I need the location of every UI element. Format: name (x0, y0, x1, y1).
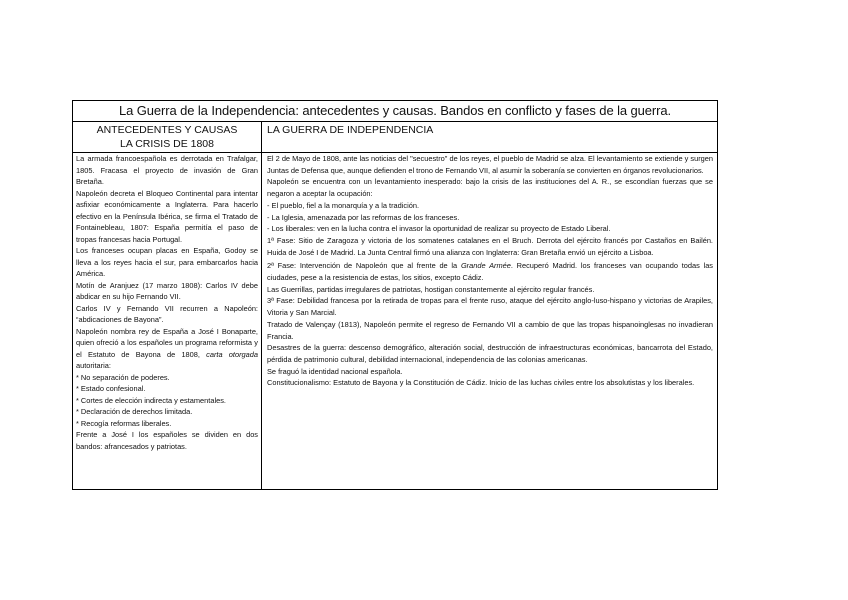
paragraph-jose-bonaparte (76, 326, 258, 372)
paragraph-levantamiento: Napoleón se encuentra con un levantamiento inesperado: bajo la crisis de las instituciones del A. R., se escondían fuerzas que se negaron a aceptar la ocupación: (267, 177, 713, 199)
header-row (73, 122, 717, 153)
header-left-line2: LA CRISIS DE 1808 (120, 138, 214, 150)
bullet-confesional: * Estado confesional. (76, 384, 146, 393)
text-grande-armee: Grande Armée (460, 261, 511, 271)
header-guerra: LA GUERRA DE INDEPENDENCIA (267, 124, 434, 136)
content-row (73, 152, 717, 489)
paragraph-bandos: Frente a José I los españoles se dividen en dos bandos: afrancesados y patriotas. (76, 430, 258, 451)
bullet-cortes: * Cortes de elección indirecta y estamentales. (76, 395, 226, 405)
paragraph-trafalgar: La armada francoespañola es derrotada en Trafalgar, 1805. Fracasa el proyecto de invasión de Gran Bretaña. (76, 154, 258, 186)
paragraph-fase-1: 1ª Fase: Sitio de Zaragoza y victoria de los somatenes catalanes en el Bruch. Derrota del ejército francés por Castaños en Bailén. Huida de José I de Madrid. La Junta Central firmó una alianza con Inglaterra: Gran Bretaña envió un ejército a Lisboa. (267, 235, 713, 257)
history-table (72, 100, 718, 490)
paragraph-dos-de-mayo: El 2 de Mayo de 1808, ante las noticias del "secuestro" de los reyes, el pueblo de Madrid se alza. El levantamiento se extiende y surgen Juntas de Defensa que, aunque defienden el trono de Fernando VII, al asumir la soberanía se convierten en órganos revolucionarios. (267, 154, 713, 175)
paragraph-identidad: Se fraguó la identidad nacional española. (267, 366, 403, 376)
text-fase-2-start: 2ª Fase: Intervención de Napoleón que al frente de la (267, 261, 461, 271)
item-pueblo: - El pueblo, fiel a la monarquía y a la tradición. (267, 200, 420, 210)
paragraph-bloqueo: Napoleón decreta el Bloqueo Continental para intentar asfixiar económicamente a Inglaterra. Para hacerlo efectivo en la Península Ibérica, se firma el Tratado de Fontainebleau, 1807: España permitía el paso de tropas francesas hacia Portugal. (76, 188, 258, 244)
bullet-reformas: * Recogía reformas liberales. (76, 418, 172, 428)
text-carta-otorgada: carta otorgada (206, 349, 258, 359)
guerra-column (263, 152, 717, 489)
paragraph-valencay: Tratado de Valençay (1813), Napoleón permite el regreso de Fernando VII a cambio de que las tropas hispanoinglesas no invadieran Francia. (267, 319, 713, 341)
text-autoritaria: autoritaria: (76, 361, 111, 370)
bullet-separacion: * No separación de poderes. (76, 372, 170, 382)
item-iglesia: - La Iglesia, amenazada por las reformas de los franceses. (267, 212, 460, 222)
text-estatuto: Napoleón nombra rey de España a José I Bonaparte, quien ofreció a los españoles un programa reformista y el Estatuto de Bayona de 1808, (76, 326, 258, 359)
text-fase-2-end: . Recuperó Madrid. los franceses van ocupando todas las ciudades, pese a la resistencia de estas, los sitios, excepto Cádiz. (267, 261, 713, 283)
antecedentes-column (73, 152, 262, 489)
paragraph-abdicaciones: Carlos IV y Fernando VII recurren a Napoleón: “abdicaciones de Bayona”. (76, 303, 258, 324)
header-antecedentes (73, 122, 262, 152)
table-title: La Guerra de la Independencia: antecedentes y causas. Bandos en conflicto y fases de la guerra. (73, 101, 717, 122)
paragraph-fase-2 (267, 260, 713, 283)
item-liberales: - Los liberales: ven en la lucha contra el invasor la oportunidad de realizar su proyecto de Estado Liberal. (267, 224, 611, 234)
header-left-line1: ANTECEDENTES Y CAUSAS (96, 124, 238, 136)
paragraph-aranjuez: Motín de Aranjuez (17 marzo 1808): Carlos IV debe abdicar en su hijo Fernando VII. (76, 280, 258, 301)
paragraph-constitucionalismo: Constitucionalismo: Estatuto de Bayona y la Constitución de Cádiz. Inicio de las luchas civiles entre los absolutistas y los liberales. (267, 378, 695, 388)
bullet-derechos: * Declaración de derechos limitada. (76, 407, 193, 416)
paragraph-ocupacion: Los franceses ocupan placas en España, Godoy se lleva a los reyes hacia el sur, para embarcarlos hacia América. (76, 246, 258, 278)
paragraph-guerrillas: Las Guerrillas, partidas irregulares de patriotas, hostigan constantemente al ejército regular francés. (267, 284, 595, 294)
paragraph-fase-3: 3ª Fase: Debilidad francesa por la retirada de tropas para el frente ruso, ataque del ejército anglo-luso-hispano y victorias de Arapiles, Vitoria y San Marcial. (267, 296, 713, 318)
paragraph-desastres: Desastres de la guerra: descenso demográfico, alteración social, destrucción de infraestructuras económicas, bancarrota del Estado, pérdida de patrimonio cultural, debilidad internacional, independencia de las colonias americanas. (267, 343, 713, 364)
